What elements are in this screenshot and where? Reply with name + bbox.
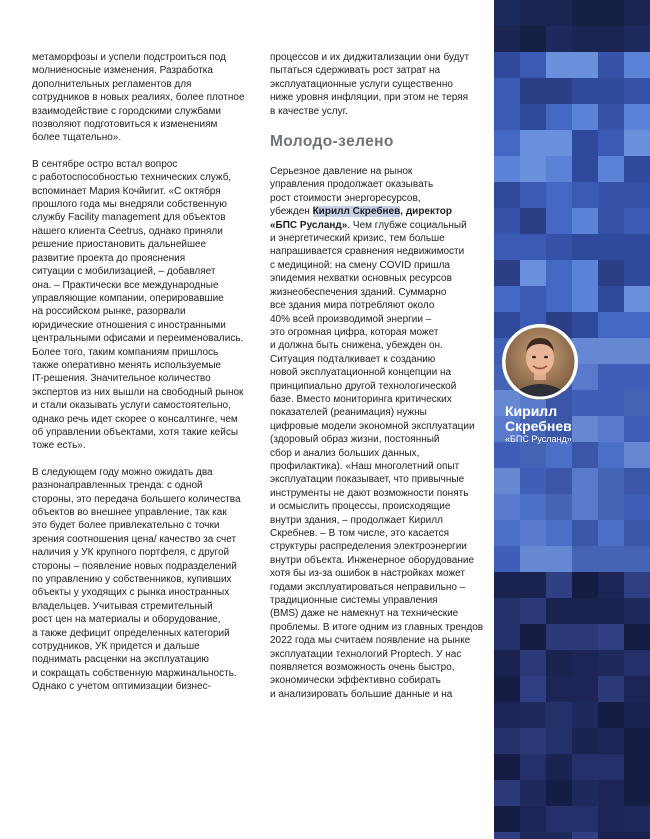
mosaic-tile — [546, 650, 572, 676]
mosaic-tile — [624, 234, 650, 260]
mosaic-tile — [572, 780, 598, 806]
mosaic-tile — [572, 52, 598, 78]
mosaic-tile — [572, 156, 598, 182]
mosaic-tile — [624, 650, 650, 676]
mosaic-tile — [494, 806, 520, 832]
mosaic-tile — [598, 546, 624, 572]
mosaic-tile — [520, 598, 546, 624]
mosaic-tile — [520, 182, 546, 208]
mosaic-tile — [598, 832, 624, 839]
mosaic-tile — [520, 728, 546, 754]
mosaic-tile — [546, 0, 572, 26]
mosaic-tile — [572, 234, 598, 260]
mosaic-tile — [494, 208, 520, 234]
mosaic-tile — [572, 702, 598, 728]
mosaic-tile — [598, 286, 624, 312]
mosaic-tile — [624, 546, 650, 572]
mosaic-tile — [494, 104, 520, 130]
mosaic-tile — [572, 0, 598, 26]
mosaic-tile — [520, 780, 546, 806]
mosaic-tile — [546, 260, 572, 286]
mosaic-tile — [624, 364, 650, 390]
mosaic-tile — [520, 104, 546, 130]
mosaic-tile — [520, 832, 546, 839]
mosaic-tile — [520, 442, 546, 468]
mosaic-tile — [546, 728, 572, 754]
person-name-text: Кирилл Скребнев — [505, 403, 572, 434]
mosaic-tile — [624, 338, 650, 364]
mosaic-tile — [624, 442, 650, 468]
mosaic-tile — [624, 260, 650, 286]
mosaic-tile — [624, 598, 650, 624]
mosaic-tile — [598, 702, 624, 728]
mosaic-tile — [598, 624, 624, 650]
mosaic-tile — [546, 494, 572, 520]
mosaic-tile — [494, 676, 520, 702]
mosaic-tile — [598, 364, 624, 390]
mosaic-tile — [520, 806, 546, 832]
mosaic-tile — [598, 104, 624, 130]
mosaic-tile — [624, 780, 650, 806]
mosaic-tile — [572, 598, 598, 624]
mosaic-tile — [494, 442, 520, 468]
mosaic-tile — [546, 832, 572, 839]
mosaic-tile — [520, 650, 546, 676]
mosaic-tile — [598, 182, 624, 208]
mosaic-tile — [624, 286, 650, 312]
paragraph: метаморфозы и успели подстроиться под молниеносные изменения. Разработка дополнительных регламентов для сотрудников в новых реалиях, более плотное взаимодействие с городскими службами позволяют подготовиться к изменениям более тщательно». — [32, 52, 245, 144]
mosaic-tile — [520, 286, 546, 312]
mosaic-tile — [520, 208, 546, 234]
mosaic-tile — [494, 78, 520, 104]
mosaic-tile — [494, 494, 520, 520]
mosaic-tile — [624, 728, 650, 754]
mosaic-tile — [572, 754, 598, 780]
mosaic-tile — [520, 572, 546, 598]
mosaic-tile — [572, 676, 598, 702]
mosaic-tile — [572, 26, 598, 52]
mosaic-tile — [572, 546, 598, 572]
mosaic-tile — [598, 78, 624, 104]
mosaic-tile — [598, 520, 624, 546]
mosaic-tile — [572, 208, 598, 234]
mosaic-tile — [598, 130, 624, 156]
mosaic-tile — [546, 26, 572, 52]
mosaic-tile — [572, 520, 598, 546]
mosaic-tile — [572, 728, 598, 754]
mosaic-tile — [624, 520, 650, 546]
mosaic-tile — [572, 624, 598, 650]
highlighted-name: Кирилл Скребнев — [312, 206, 401, 218]
mosaic-tile — [520, 520, 546, 546]
paragraph: В следующем году можно ожидать два разнонаправленных тренда: с одной стороны, это передача большего количества объектов во внешнее управление, так как это будет более привлекательно с точки зрения соотношения цена/ качество за счет наличия у УК крупного портфеля, с другой стороны – появление новых подразделений по управлению у собственников, купивших объекты у уходящих с рынка иностранных владельцев. Учитывая стремительный рост цен на материалы и оборудование, а также дефицит определенных категорий сотрудников, УК придется и дальше поднимать расценки на эксплуатацию и сокращать собственную маржинальность. Однако с учетом оптимизации бизнес- — [32, 466, 241, 693]
mosaic-tile — [572, 468, 598, 494]
mosaic-tile — [520, 676, 546, 702]
paragraph-intro: процессов и их диджитализации они будут пытаться сдерживать рост затрат на эксплуатационные услуги существенно ниже уровня инфляции, при этом не теряя в качестве услуг. — [270, 52, 470, 117]
mosaic-tile — [494, 728, 520, 754]
mosaic-tile — [520, 234, 546, 260]
mosaic-tile — [624, 156, 650, 182]
mosaic-tile — [624, 312, 650, 338]
mosaic-tile — [572, 78, 598, 104]
mosaic-tile — [546, 806, 572, 832]
mosaic-tile — [624, 702, 650, 728]
mosaic-tile — [546, 182, 572, 208]
mosaic-tile — [546, 130, 572, 156]
mosaic-tile — [494, 572, 520, 598]
mosaic-tile — [520, 468, 546, 494]
mosaic-tile — [546, 468, 572, 494]
bold-role: , директор «БПС Русланд» — [270, 206, 452, 231]
mosaic-tile — [494, 468, 520, 494]
mosaic-tile — [494, 156, 520, 182]
mosaic-tile — [598, 312, 624, 338]
paragraph-text: . Чем глубже социальный и энергетический кризис, тем больше напрашивается сравнения недвижимости с медициной: на смену COVID пришла эпидемия нехватки основных ресурсов жизнеобеспечения зданий. Суммарно все здания мира потребляют около 40% всей производимой энергии – это огромная цифра, которая может и должна быть снижена, убежден он. Ситуация подталкивает к созданию новой эксплуатационной концепции на принципиально другой технологической базе. Вместо мониторинга критических показателей (реанимация) нужны цифровые модели экономной эксплуатации (здоровый образ жизни, постоянный сбор и анализ больших данных, профилактика). «Наш многолетний опыт эксплуатации показывает, что привычные инструменты не дают возможности понять и осмыслить процессы, происходящие внутри здания, – продолжает Кирилл Скребнев. – В том числе, это касается структуры распределения электроэнергии внутри объекта. Инженерное оборудование хотя бы из-за ошибок в настройках может годами эксплуатироваться неправильно – традиционные системы управления (BMS) даже не намекнут на технические проблемы. В итоге одним из главных трендов 2022 года мы считаем появление на рынке эксплуатации технологий Proptech. У нас появляется возможность очень быстро, экономически эффективно собирать и анализировать большие данные и на — [270, 219, 484, 700]
mosaic-tile — [572, 494, 598, 520]
person-company: «БПС Русланд» — [505, 434, 572, 444]
mosaic-tile — [546, 676, 572, 702]
mosaic-tile — [572, 182, 598, 208]
mosaic-tile — [546, 546, 572, 572]
mosaic-tile — [546, 156, 572, 182]
mosaic-tile — [572, 806, 598, 832]
mosaic-tile — [624, 676, 650, 702]
mosaic-tile — [598, 442, 624, 468]
mosaic-tile — [598, 468, 624, 494]
mosaic-tile — [494, 780, 520, 806]
mosaic-tile — [494, 260, 520, 286]
mosaic-tile — [520, 494, 546, 520]
mosaic-tile — [624, 182, 650, 208]
mosaic-tile — [598, 676, 624, 702]
mosaic-tile — [572, 104, 598, 130]
mosaic-tile — [624, 572, 650, 598]
mosaic-tile — [572, 442, 598, 468]
mosaic-tile — [520, 130, 546, 156]
mosaic-tile — [546, 624, 572, 650]
mosaic-tile — [494, 52, 520, 78]
mosaic-tile — [624, 130, 650, 156]
paragraph: В сентябре остро встал вопрос с работоспособностью технических служб, вспоминает Мария Кочйигит. «С октября прошлого года мы внедряли собственную службу Facility management для объектов нашего клиента Ceetrus, однако приняли решение приостановить дальнейшее развитие проекта до прояснения ситуации с мобилизацией, – добавляет она. – Практически все международные управляющие компании, оперировавшие на российском рынке, разорвали юридические отношения с иностранными центральными офисами и переименовались. Более того, таким компаниям пришлось также оперативно менять используемые IT-решения. Значительное количество экспертов из них вышли на свободный рынок и стали оказывать услуги самостоятельно, однако речь идет скорее о консалтинге, чем об управлении объектами, хотя такие кейсы тоже есть». — [32, 158, 244, 452]
mosaic-tile — [494, 702, 520, 728]
mosaic-tile — [546, 52, 572, 78]
mosaic-tile — [520, 52, 546, 78]
mosaic-tile — [572, 130, 598, 156]
person-name — [505, 404, 645, 434]
mosaic-tile — [598, 598, 624, 624]
mosaic-tile — [494, 130, 520, 156]
mosaic-tile — [598, 260, 624, 286]
mosaic-tile — [494, 754, 520, 780]
mosaic-tile — [520, 754, 546, 780]
mosaic-tile — [494, 234, 520, 260]
mosaic-tile — [572, 312, 598, 338]
mosaic-tile — [624, 494, 650, 520]
mosaic-tile — [598, 494, 624, 520]
mosaic-tile — [520, 78, 546, 104]
mosaic-tile — [572, 286, 598, 312]
mosaic-tile — [520, 0, 546, 26]
mosaic-tile — [520, 624, 546, 650]
mosaic-tile — [572, 650, 598, 676]
mosaic-tile — [520, 546, 546, 572]
mosaic-tile — [624, 78, 650, 104]
mosaic-tile — [520, 26, 546, 52]
mosaic-tile — [598, 52, 624, 78]
mosaic-tile — [546, 286, 572, 312]
mosaic-tile — [624, 208, 650, 234]
text-column-right — [270, 51, 492, 714]
mosaic-tile — [624, 806, 650, 832]
mosaic-tile — [572, 572, 598, 598]
mosaic-tile — [546, 598, 572, 624]
mosaic-tile — [546, 104, 572, 130]
mosaic-tile — [546, 234, 572, 260]
mosaic-tile — [624, 468, 650, 494]
mosaic-tile — [494, 650, 520, 676]
avatar — [502, 324, 578, 400]
mosaic-tile — [624, 754, 650, 780]
mosaic-tile — [598, 806, 624, 832]
mosaic-tile — [494, 832, 520, 839]
mosaic-tile — [572, 260, 598, 286]
mosaic-tile — [546, 520, 572, 546]
mosaic-tile — [624, 0, 650, 26]
mosaic-tile — [520, 156, 546, 182]
mosaic-tile — [494, 520, 520, 546]
mosaic-tile — [598, 754, 624, 780]
mosaic-tile — [572, 832, 598, 839]
mosaic-tile — [546, 208, 572, 234]
mosaic-tile — [494, 624, 520, 650]
mosaic-tile — [598, 650, 624, 676]
mosaic-tile — [624, 832, 650, 839]
mosaic-tile — [598, 572, 624, 598]
paragraph-text: Серьезное давление на рынок управления продолжает оказывать рост стоимости энергоресурсов, убежден — [270, 166, 434, 218]
mosaic-tile — [598, 338, 624, 364]
mosaic-tile — [598, 156, 624, 182]
mosaic-tile — [520, 702, 546, 728]
text-column-left — [32, 51, 254, 707]
mosaic-tile — [546, 442, 572, 468]
mosaic-tile — [598, 728, 624, 754]
paragraph-main — [270, 165, 492, 701]
mosaic-tile — [494, 546, 520, 572]
mosaic-tile — [494, 286, 520, 312]
mosaic-tile — [494, 598, 520, 624]
mosaic-tile — [598, 26, 624, 52]
mosaic-tile — [624, 104, 650, 130]
mosaic-tile — [546, 572, 572, 598]
mosaic-tile — [624, 26, 650, 52]
mosaic-tile — [598, 234, 624, 260]
mosaic-tile — [494, 0, 520, 26]
mosaic-tile — [598, 0, 624, 26]
portrait-photo — [502, 324, 578, 400]
mosaic-tile — [520, 260, 546, 286]
mosaic-tile — [546, 754, 572, 780]
mosaic-tile — [598, 208, 624, 234]
mosaic-tile — [494, 182, 520, 208]
mosaic-tile — [546, 78, 572, 104]
mosaic-tile — [598, 780, 624, 806]
section-heading: Молодо-зелено — [270, 133, 394, 151]
mosaic-tile — [624, 52, 650, 78]
mosaic-tile — [546, 780, 572, 806]
mosaic-tile — [494, 26, 520, 52]
mosaic-tile — [546, 702, 572, 728]
mosaic-tile — [624, 624, 650, 650]
